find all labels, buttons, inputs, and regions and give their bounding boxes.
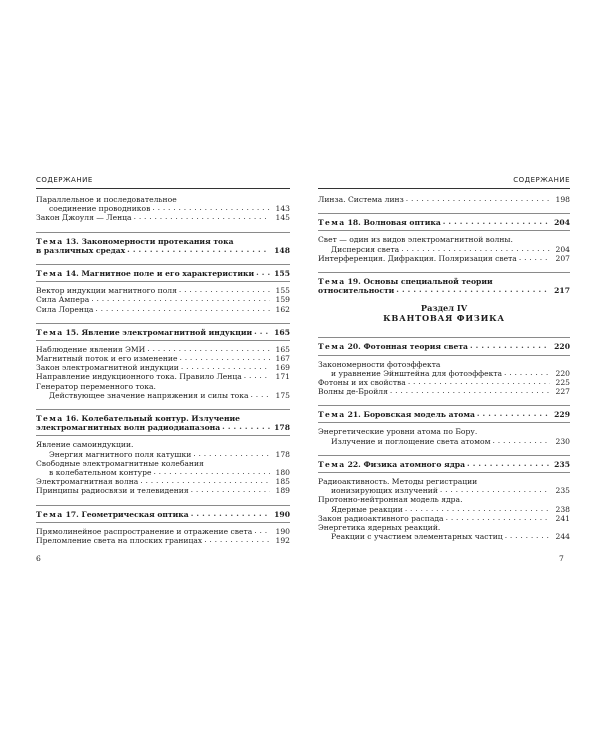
toc-list [36, 195, 290, 545]
toc-line [318, 195, 570, 204]
toc-line [36, 391, 290, 400]
header-rule [318, 188, 570, 189]
entry-title: Реакции с участием элементарных частиц [331, 532, 503, 542]
section-title: КВАНТОВАЯ ФИЗИКА [383, 313, 505, 324]
toc-line [318, 218, 570, 227]
spacer [318, 295, 570, 302]
topic-divider [318, 272, 570, 273]
toc-page-number: 227 [555, 387, 570, 397]
toc-page-number: 190 [274, 509, 290, 519]
dot-leader [204, 535, 270, 544]
entry-title: Энергетика ядерных реакций. [318, 522, 441, 532]
dot-leader [127, 245, 270, 254]
toc-topic [318, 410, 570, 419]
topic-divider [318, 455, 570, 456]
dot-leader [519, 253, 550, 262]
topic-title: 18. Волновая оптика [347, 218, 441, 228]
toc-entry [36, 305, 290, 314]
toc-entry [36, 195, 290, 213]
toc-entry [318, 195, 570, 204]
entry-title: Радиоактивность. Методы регистрации [318, 477, 478, 486]
toc-page-number: 145 [275, 213, 290, 223]
toc-page-number: 230 [555, 436, 570, 446]
toc-page-number: 235 [555, 486, 570, 496]
toc-entry [318, 523, 570, 541]
toc-page-number: 220 [555, 368, 570, 378]
entry-title: Ядерные реакции [331, 504, 403, 514]
toc-entry [318, 254, 570, 263]
topic-divider [36, 409, 290, 410]
entry-title: ионизирующих излучений [331, 486, 438, 496]
spacer [318, 204, 570, 210]
entry-title: Дисперсия света [331, 244, 400, 254]
dot-leader [406, 194, 550, 203]
topic-title: электромагнитных волн радиодиапазона [36, 423, 221, 433]
toc-page-number: 198 [555, 195, 570, 204]
toc-page-number: 155 [274, 268, 290, 278]
toc-line [318, 286, 570, 295]
dot-leader [244, 371, 270, 380]
topic-word: Тема [318, 218, 346, 228]
toc-entry [318, 427, 570, 445]
toc-page-number: 167 [275, 354, 290, 364]
topic-title: 22. Физика атомного ядра [347, 459, 466, 469]
topic-divider [318, 472, 570, 473]
toc-line [318, 254, 570, 263]
toc-page-number: 169 [275, 363, 290, 373]
topic-divider [36, 340, 290, 341]
topic-divider [36, 281, 290, 282]
dot-leader [191, 485, 270, 494]
entry-title: Принципы радиосвязи и телевидения [36, 486, 189, 496]
entry-title: Направление индукционного тока. Правило Ленца [36, 372, 242, 382]
dot-leader [493, 436, 550, 445]
toc-page-number: 189 [275, 486, 290, 496]
dot-leader [254, 327, 270, 336]
dot-leader [256, 268, 270, 277]
header-rule [36, 188, 290, 189]
toc-line [36, 510, 290, 519]
entry-title: Вектор индукции магнитного поля [36, 286, 177, 296]
page-number-right: 7 [559, 554, 564, 563]
topic-divider [36, 264, 290, 265]
spacer [36, 223, 290, 229]
dot-leader [140, 476, 270, 485]
dot-leader [193, 449, 270, 458]
entry-title: Протонно-нейтронная модель ядра. [318, 495, 463, 505]
topic-word: Тема [318, 342, 346, 352]
toc-page-number: 165 [275, 344, 290, 354]
toc-page-number: 192 [275, 535, 290, 545]
toc-page-number: 204 [555, 244, 570, 254]
toc-page-number: 185 [275, 477, 290, 487]
topic-divider [36, 522, 290, 523]
toc-line [318, 342, 570, 351]
entry-title: Сила Лоренца [36, 304, 94, 314]
topic-title: 13. Закономерности протекания тока [65, 236, 234, 246]
topic-title: 19. Основы специальной теории [347, 276, 493, 286]
toc-page-number: 178 [275, 449, 290, 459]
dot-leader [396, 285, 550, 294]
toc-topic [318, 218, 570, 227]
toc-topic [36, 237, 290, 255]
toc-entry [318, 514, 570, 523]
entry-title: Параллельное и последовательное [36, 195, 177, 204]
toc-entry [36, 486, 290, 495]
dot-leader [443, 217, 550, 226]
dot-leader [446, 513, 550, 522]
toc-line [36, 213, 290, 222]
entry-title: Сила Ампера [36, 295, 90, 305]
entry-title: Волны де-Бройля [318, 387, 388, 397]
toc-page-number: 180 [275, 467, 290, 477]
topic-word: Тема [36, 509, 64, 519]
toc-topic [318, 277, 570, 295]
topic-divider [318, 422, 570, 423]
entry-title: и уравнение Эйнштейна для фотоэффекта [331, 368, 503, 378]
toc-line [318, 410, 570, 419]
toc-page-number: 229 [554, 410, 570, 420]
toc-entry [36, 382, 290, 400]
toc-topic [36, 510, 290, 519]
page-number-left: 6 [36, 554, 41, 563]
topic-title: в различных средах [36, 245, 126, 255]
toc-page-number: 148 [274, 245, 290, 255]
toc-page-number: 244 [555, 532, 570, 542]
toc-page-number: 241 [555, 513, 570, 523]
topic-title: 14. Магнитное поле и его характеристики [65, 268, 255, 278]
toc-line [36, 450, 290, 459]
toc-entry [318, 387, 570, 396]
toc-page-number: 171 [275, 372, 290, 382]
toc-page-number: 220 [554, 342, 570, 352]
topic-divider [36, 435, 290, 436]
toc-page-number: 175 [275, 390, 290, 400]
topic-word: Тема [36, 236, 64, 246]
entry-title: Преломление света на плоских границах [36, 535, 203, 545]
spacer [36, 400, 290, 406]
toc-entry [36, 536, 290, 545]
entry-title: Излучение и поглощение света атомом [331, 436, 491, 446]
topic-divider [318, 337, 570, 338]
spacer [318, 396, 570, 402]
right-page [318, 176, 570, 548]
toc-line [318, 437, 570, 446]
entry-title: Энергетические уровни атома по Бору. [318, 427, 478, 437]
dot-leader [440, 485, 550, 494]
running-head: СОДЕРЖАНИЕ [513, 176, 570, 184]
dot-leader [222, 422, 270, 431]
toc-page-number: 235 [554, 459, 570, 469]
entry-title: Фотоны и их свойства [318, 377, 406, 387]
dot-leader [401, 244, 550, 253]
topic-title: 21. Боровская модель атома [347, 410, 475, 420]
toc-topic [36, 269, 290, 278]
entry-title: Электромагнитная волна [36, 477, 139, 487]
entry-title: Закон Джоуля — Ленца [36, 213, 132, 223]
toc-topic [318, 342, 570, 351]
topic-divider [36, 505, 290, 506]
toc-page-number: 162 [275, 304, 290, 314]
toc-page-number: 159 [275, 295, 290, 305]
topic-word: Тема [318, 459, 346, 469]
spacer [318, 263, 570, 269]
toc-page-number: 155 [275, 286, 290, 296]
spacer [36, 255, 290, 261]
toc-line [318, 486, 570, 495]
dot-leader [477, 409, 550, 418]
entry-title: Свободные электромагнитные колебания [36, 458, 204, 468]
dot-leader [470, 341, 550, 350]
dot-leader [504, 368, 550, 377]
topic-title: 16. Колебательный контур. Излучение [65, 414, 241, 423]
section-label: Раздел IV [420, 303, 468, 314]
dot-leader [390, 386, 550, 395]
topic-word: Тема [36, 327, 64, 337]
toc-line [36, 246, 290, 255]
dot-leader [153, 467, 270, 476]
toc-entry [36, 213, 290, 222]
toc-line [36, 328, 290, 337]
topic-divider [318, 213, 570, 214]
dot-leader [147, 344, 270, 353]
toc-line [318, 514, 570, 523]
toc-entry [36, 459, 290, 477]
dot-leader [191, 509, 270, 518]
entry-title: Закон электромагнитной индукции [36, 363, 179, 373]
dot-leader [254, 526, 270, 535]
entry-title: Закон радиоактивного распада [318, 513, 444, 523]
spacer [318, 446, 570, 452]
toc-line [36, 486, 290, 495]
running-head: СОДЕРЖАНИЕ [36, 176, 93, 184]
dot-leader [134, 212, 270, 221]
toc-list [318, 195, 570, 541]
toc-topic [318, 460, 570, 469]
toc-page-number: 225 [555, 377, 570, 387]
toc-page-number: 217 [554, 286, 570, 296]
toc-page-number: 165 [274, 327, 290, 337]
topic-divider [36, 232, 290, 233]
toc-topic [36, 328, 290, 337]
toc-entry [318, 495, 570, 513]
dot-leader [95, 304, 270, 313]
toc-line [36, 536, 290, 545]
entry-title: Наблюдение явления ЭМИ [36, 344, 146, 354]
topic-title: 20. Фотонная теория света [347, 342, 468, 352]
topic-word: Тема [318, 410, 346, 420]
topic-word: Тема [36, 414, 64, 423]
topic-divider [318, 405, 570, 406]
dot-leader [179, 353, 270, 362]
entry-title: Линза. Система линз [318, 195, 404, 204]
toc-line [36, 305, 290, 314]
spacer [318, 328, 570, 334]
toc-page-number: 204 [554, 218, 570, 228]
topic-divider [36, 323, 290, 324]
toc-entry [36, 440, 290, 458]
toc-page-number: 143 [275, 204, 290, 214]
entry-title: Энергия магнитного поля катушки [49, 449, 192, 459]
toc-line [36, 423, 290, 432]
toc-entry [36, 372, 290, 381]
toc-entry [318, 235, 570, 253]
toc-line [318, 387, 570, 396]
toc-line [318, 532, 570, 541]
dot-leader [408, 377, 550, 386]
entry-title: в колебательном контуре [49, 467, 152, 477]
section-heading [318, 303, 570, 323]
dot-leader [251, 390, 271, 399]
toc-page-number: 238 [555, 504, 570, 514]
entry-title: Интерференция. Дифракция. Поляризация света [318, 253, 517, 263]
entry-title: Свет — один из видов электромагнитной волны. [318, 235, 513, 245]
topic-divider [318, 230, 570, 231]
toc-line [36, 372, 290, 381]
dot-leader [152, 203, 270, 212]
toc-topic [36, 414, 290, 432]
toc-line [318, 460, 570, 469]
left-page [36, 176, 290, 548]
entry-title: Генератор переменного тока. [36, 381, 156, 391]
dot-leader [181, 362, 270, 371]
toc-page-number: 178 [274, 423, 290, 433]
entry-title: соединение проводников [49, 204, 151, 214]
entry-title: Закономерности фотоэффекта [318, 359, 441, 369]
dot-leader [91, 294, 270, 303]
dot-leader [505, 531, 550, 540]
entry-title: Явление самоиндукции. [36, 440, 134, 450]
toc-line [36, 269, 290, 278]
toc-page-number: 190 [275, 526, 290, 536]
topic-word: Тема [318, 276, 346, 286]
topic-word: Тема [36, 268, 64, 278]
toc-page-number: 207 [555, 253, 570, 263]
topic-title: 15. Явление электромагнитной индукции [65, 327, 253, 337]
spacer [36, 496, 290, 502]
dot-leader [179, 285, 270, 294]
topic-title: 17. Геометрическая оптика [65, 509, 189, 519]
entry-title: Действующее значение напряжения и силы тока [49, 390, 249, 400]
dot-leader [405, 504, 550, 513]
spacer [36, 314, 290, 320]
topic-divider [318, 355, 570, 356]
toc-entry [318, 360, 570, 378]
topic-title: относительности [318, 286, 395, 296]
dot-leader [467, 459, 550, 468]
entry-title: Магнитный поток и его изменение [36, 354, 178, 364]
entry-title: Прямолинейное распространение и отражение света [36, 526, 253, 536]
toc-entry [318, 477, 570, 495]
